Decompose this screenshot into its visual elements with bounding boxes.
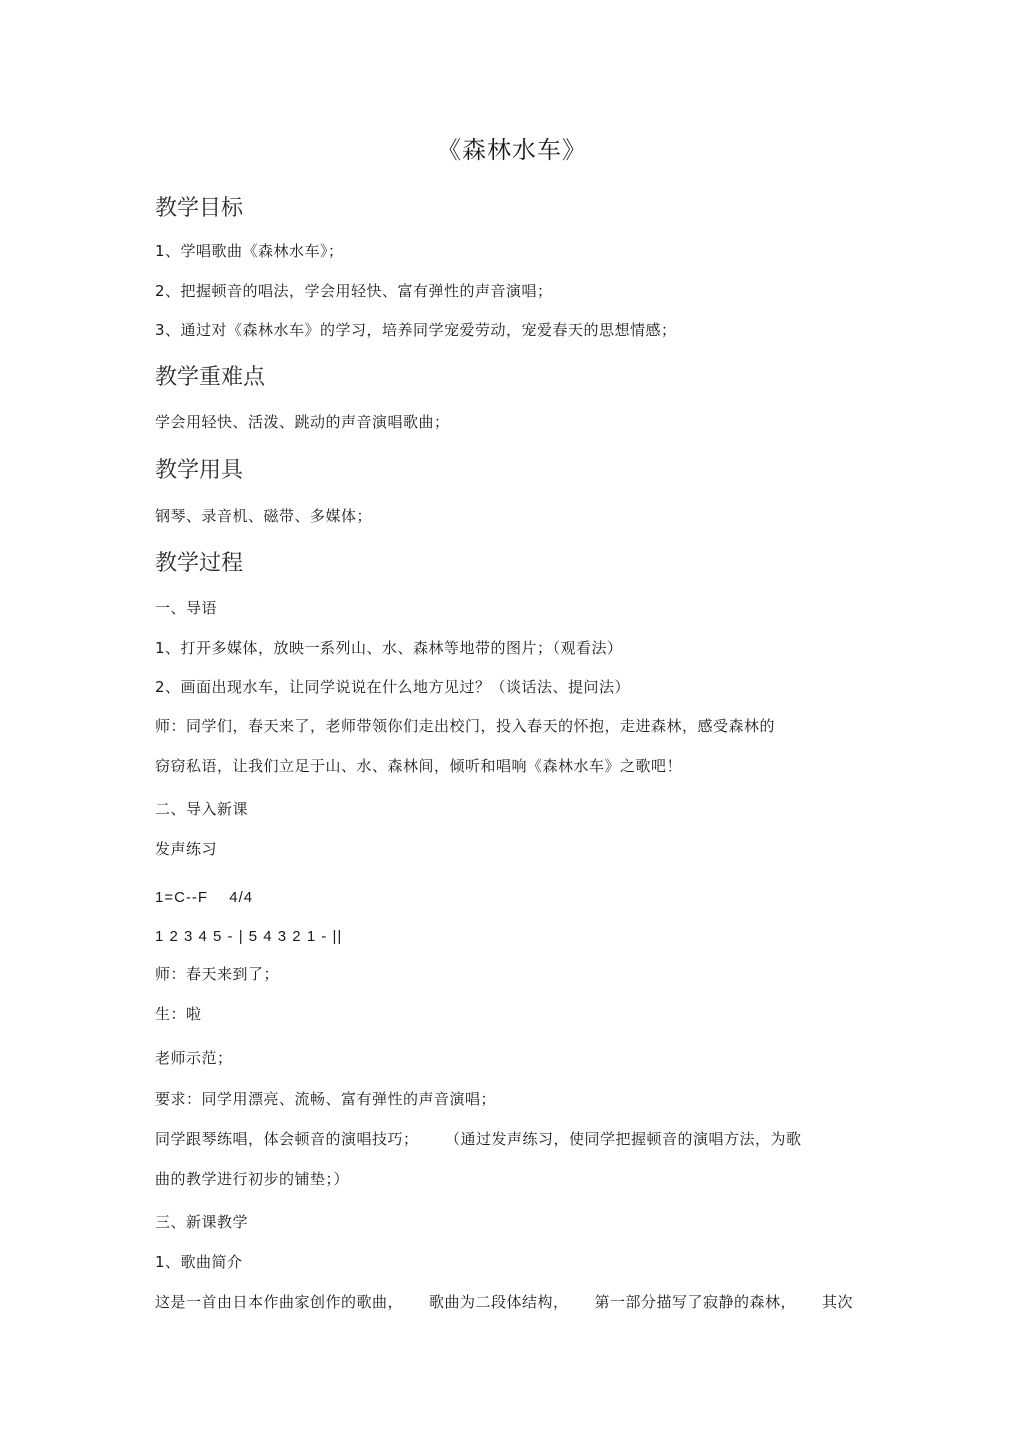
notation-line: 1 2 3 4 5 - | 5 4 3 2 1 - || bbox=[155, 928, 343, 945]
key-points-text: 学会用轻快、活泼、跳动的声音演唱歌曲； bbox=[155, 413, 450, 431]
teaching-heading: 三、新课教学 bbox=[155, 1213, 249, 1231]
intro-item-1: 1、打开多媒体，放映一系列山、水、森林等地带的图片；（观看法） bbox=[155, 639, 623, 657]
teacher-line-1: 师：同学们，春天来了，老师带领你们走出校门，投入春天的怀抱，走进森林，感受森林的 bbox=[155, 717, 776, 735]
song-intro-line bbox=[155, 1291, 853, 1312]
practice-line bbox=[155, 1128, 802, 1149]
song-intro-heading: 1、歌曲简介 bbox=[155, 1253, 243, 1271]
intro-heading: 一、导语 bbox=[155, 599, 218, 617]
teacher-says: 师：春天来到了； bbox=[155, 965, 280, 983]
new-lesson-heading: 二、导入新课 bbox=[155, 800, 249, 818]
key-points-heading: 教学重难点 bbox=[155, 365, 266, 390]
practice-text-b: （通过发声练习，使同学把握顿音的演唱方法，为歌 bbox=[452, 1130, 802, 1148]
goals-heading: 教学目标 bbox=[155, 196, 244, 221]
teacher-demo: 老师示范； bbox=[155, 1049, 233, 1067]
practice-text-a: 同学跟琴练唱，体会顿音的演唱技巧； bbox=[155, 1130, 419, 1148]
requirement-text: 要求：同学用漂亮、流畅、富有弹性的声音演唱； bbox=[155, 1090, 497, 1108]
teacher-line-2: 窃窃私语，让我们立足于山、水、森林间，倾听和唱响《森林水车》之歌吧！ bbox=[155, 757, 683, 775]
song-intro-part-3: 第一部分描写了寂静的森林， bbox=[594, 1293, 797, 1311]
practice-text-c: 曲的教学进行初步的铺垫；） bbox=[155, 1170, 350, 1188]
tools-heading: 教学用具 bbox=[155, 458, 244, 483]
key-signature: 1=C--F 4/4 bbox=[155, 889, 254, 906]
document-title: 《森林水车》 bbox=[437, 136, 587, 164]
intro-item-2: 2、画面出现水车，让同学说说在什么地方见过？（谈话法、提问法） bbox=[155, 678, 631, 696]
student-says: 生：啦 bbox=[155, 1005, 202, 1023]
process-heading: 教学过程 bbox=[155, 551, 244, 576]
vocal-practice-label: 发声练习 bbox=[155, 840, 218, 858]
goal-item-1: 1、学唱歌曲《森林水车》； bbox=[155, 242, 344, 260]
song-intro-part-2: 歌曲为二段体结构， bbox=[429, 1293, 569, 1311]
goal-item-2: 2、把握顿音的唱法，学会用轻快、富有弹性的声音演唱； bbox=[155, 282, 553, 300]
song-intro-part-4: 其次 bbox=[822, 1293, 854, 1311]
song-intro-part-1: 这是一首由日本作曲家创作的歌曲， bbox=[155, 1293, 404, 1311]
goal-item-3: 3、通过对《森林水车》的学习，培养同学宠爱劳动，宠爱春天的思想情感； bbox=[155, 321, 677, 339]
tools-text: 钢琴、录音机、磁带、多媒体； bbox=[155, 507, 373, 525]
